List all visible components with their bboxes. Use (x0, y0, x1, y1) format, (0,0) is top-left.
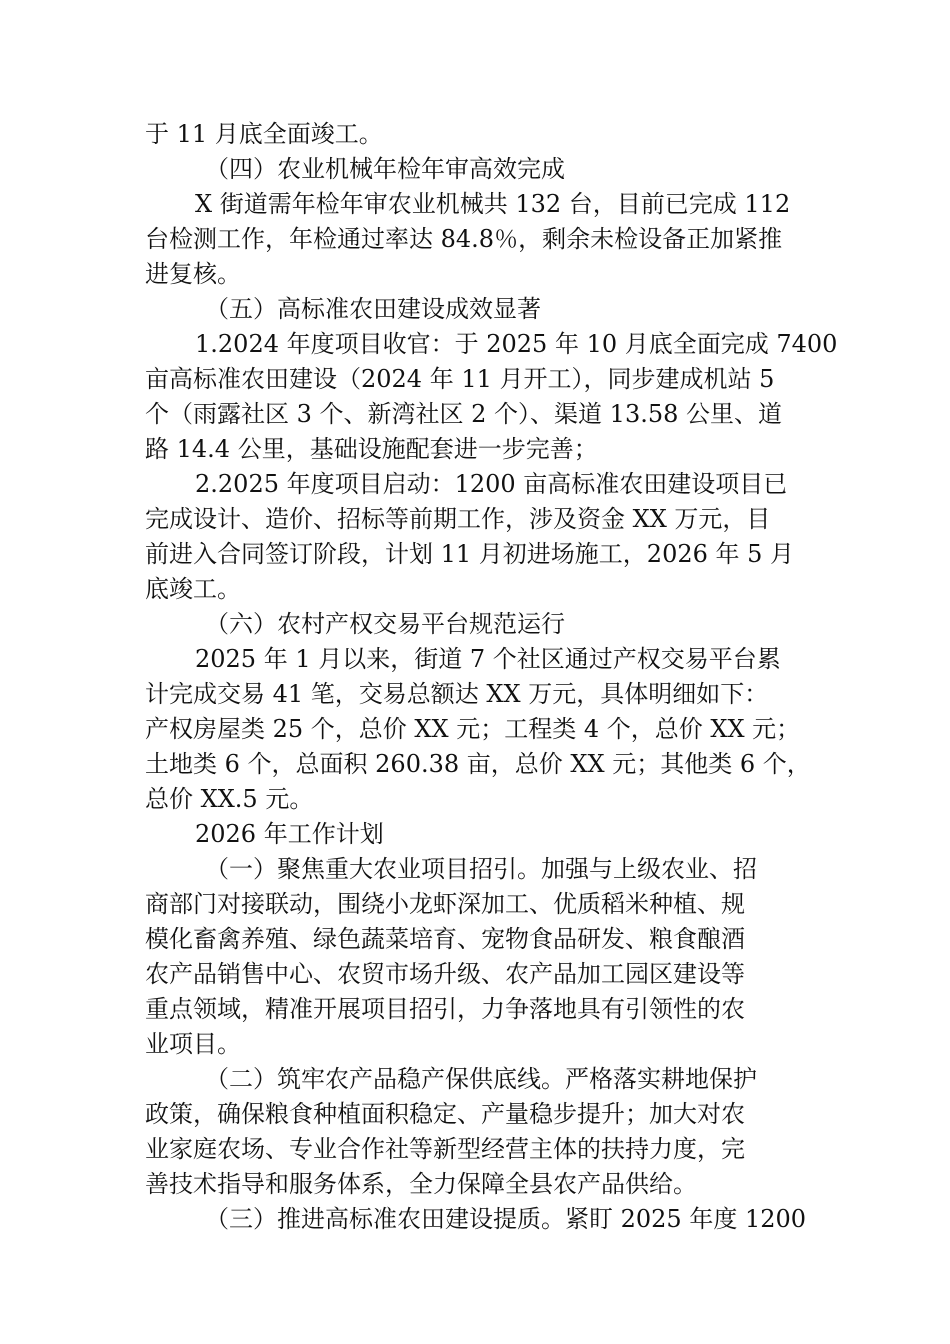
text-line: 于 11 月底全面竣工。 (145, 120, 383, 148)
text-line: （二）筑牢农产品稳产保供底线。严格落实耕地保护 (205, 1065, 757, 1093)
text-line: 土地类 6 个，总面积 260.38 亩，总价 XX 元；其他类 6 个， (145, 750, 811, 778)
text-line: 善技术指导和服务体系，全力保障全县农产品供给。 (145, 1170, 697, 1198)
section-heading: 2026 年工作计划 (195, 820, 384, 848)
text-line: 进复核。 (145, 260, 241, 288)
text-line: 政策，确保粮食种植面积稳定、产量稳步提升；加大对农 (145, 1100, 745, 1128)
text-line: 业家庭农场、专业合作社等新型经营主体的扶持力度，完 (145, 1135, 745, 1163)
section-heading: （六）农村产权交易平台规范运行 (205, 610, 565, 638)
text-line: 前进入合同签订阶段，计划 11 月初进场施工，2026 年 5 月 (145, 540, 795, 568)
text-line: X 街道需年检年审农业机械共 132 台，目前已完成 112 (195, 190, 791, 218)
text-line: 计完成交易 41 笔，交易总额达 XX 万元，具体明细如下： (145, 680, 769, 708)
section-heading: （四）农业机械年检年审高效完成 (205, 155, 565, 183)
text-line: 台检测工作，年检通过率达 84.8％，剩余未检设备正加紧推 (145, 225, 783, 253)
text-line: 2.2025 年度项目启动：1200 亩高标准农田建设项目已 (195, 470, 788, 498)
text-line: 重点领域，精准开展项目招引，力争落地具有引领性的农 (145, 995, 745, 1023)
section-heading: （五）高标准农田建设成效显著 (205, 295, 541, 323)
text-line: （一）聚焦重大农业项目招引。加强与上级农业、招 (205, 855, 757, 883)
text-line: 个（雨露社区 3 个、新湾社区 2 个）、渠道 13.58 公里、道 (145, 400, 783, 428)
text-line: （三）推进高标准农田建设提质。紧盯 2025 年度 1200 (205, 1205, 807, 1233)
text-line: 1.2024 年度项目收官：于 2025 年 10 月底全面完成 7400 (195, 330, 838, 358)
text-line: 模化畜禽养殖、绿色蔬菜培育、宠物食品研发、粮食酿酒 (145, 925, 745, 953)
text-line: 完成设计、造价、招标等前期工作，涉及资金 XX 万元，目 (145, 505, 771, 533)
text-line: 总价 XX.5 元。 (145, 785, 314, 813)
text-line: 2025 年 1 月以来，街道 7 个社区通过产权交易平台累 (195, 645, 781, 673)
text-line: 农产品销售中心、农贸市场升级、农产品加工园区建设等 (145, 960, 745, 988)
text-line: 产权房屋类 25 个，总价 XX 元；工程类 4 个，总价 XX 元； (145, 715, 801, 743)
text-line: 亩高标准农田建设（2024 年 11 月开工），同步建成机站 5 (145, 365, 775, 393)
text-line: 商部门对接联动，围绕小龙虾深加工、优质稻米种植、规 (145, 890, 745, 918)
text-line: 路 14.4 公里，基础设施配套进一步完善； (145, 435, 598, 463)
text-line: 底竣工。 (145, 575, 241, 603)
text-line: 业项目。 (145, 1030, 241, 1058)
